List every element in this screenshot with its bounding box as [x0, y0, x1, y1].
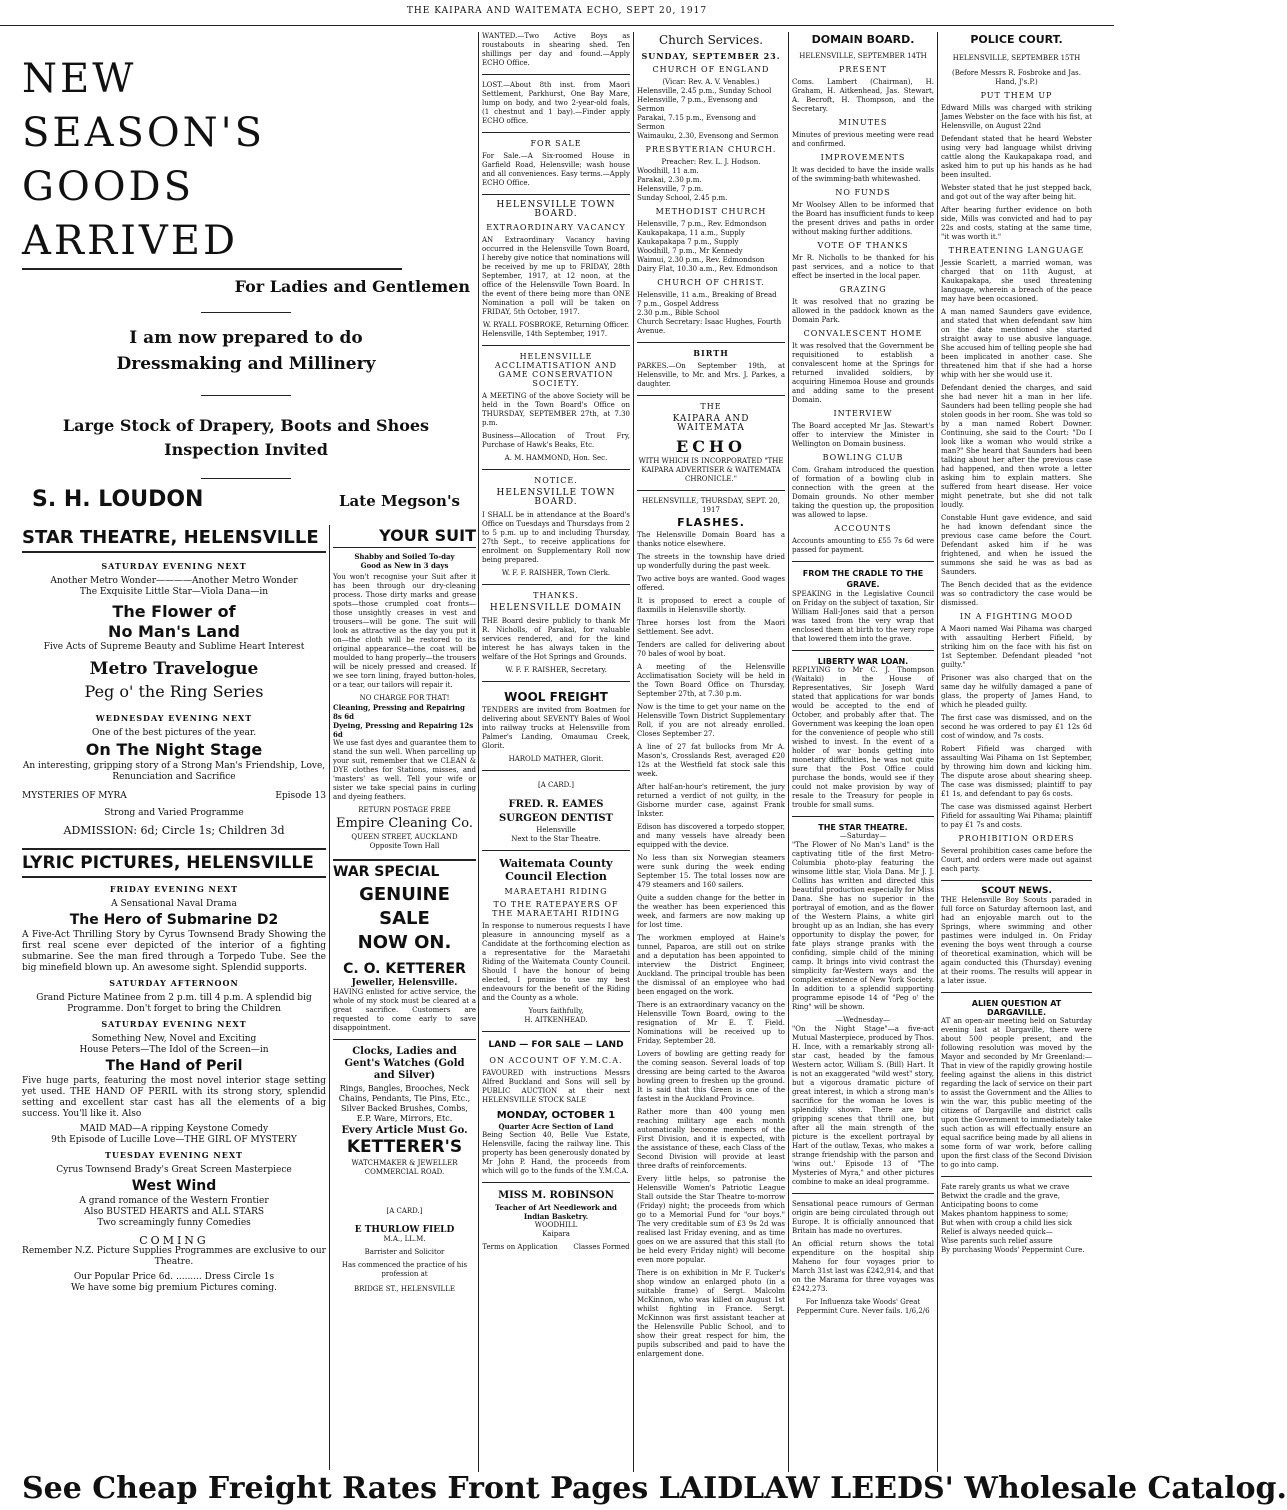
accounts-head: ACCOUNTS: [834, 524, 892, 533]
accl-sig: A. M. HAMMOND, Hon. Sec.: [504, 454, 608, 462]
vote-text: Mr R. Nicholls to be thanked for his past services, and a notice to that effect be inserted in the local paper.: [792, 254, 934, 280]
column-rule: [329, 525, 330, 1470]
flash-5: Three horses lost from the Maori Settlement. See advt.: [637, 619, 785, 636]
star-episode: Episode 13: [275, 791, 326, 801]
lyric-l10: A grand romance of the Western Frontier: [79, 1196, 269, 1206]
forsale-head: FOR SALE: [530, 139, 582, 148]
court-head: POLICE COURT.: [970, 33, 1063, 46]
vote-head: VOTE OF THANKS: [817, 241, 909, 250]
court-p9: The Bench decided that as the evidence was so contradictory the case would be dismissed.: [941, 581, 1092, 607]
flash-18: Every little helps, so patronise the Helensville Women's Patriotic League Stall outside the Star Theatre to-morrow (Friday) night; the proceeds from which go to a Memorial Fund for "our boys." The very creditable sum of £3 9s 2d was realised last Friday evening, and as time goes on we are assured that this stall (to be held every Friday night) will become even more popular.: [637, 1175, 785, 1264]
ads-column: [333, 525, 476, 1470]
grazing-head: GRAZING: [839, 285, 887, 294]
star-review-1: "The Flower of No Man's Land" is the captivating title of the first Metro-Columbia photo-play featuring the winsome little star, Viola Dana. Mr J. J. Collins has written and directed this beautiful production especially for Miss Dana. She has no superior in the portrayal of emotion, and as the flower of the Western Plains, a white girl brought up as an Indian, she has every opportunity to display the power, for fate plays strange pranks with the confiding, simple child of the mining camp. It brings into vivid contrast the simplicity far-Western ways and the complex existence of New York Society. In addition to a splendid supporting programme episode 14 of "Peg o' the Ring" will be shown.: [792, 841, 934, 1011]
lyric-l12: Two screamingly funny Comedies: [97, 1218, 251, 1228]
star-l3: Five Acts of Supreme Beauty and Sublime Heart Interest: [43, 642, 305, 652]
suit-addr2: Opposite Town Hall: [369, 842, 440, 850]
divider: [792, 561, 934, 562]
lyric-l3: Grand Picture Matinee from 2 p.m. till 4 p.m. A splendid big Programme. Don't forget to bring the Children: [36, 993, 312, 1014]
town-head2: EXTRAORDINARY VACANCY: [486, 223, 626, 232]
notice-body: I SHALL be in attendance at the Board's Office on Tuesdays and Thursdays from 2 to 5 p.m. up to and including Thursday, 27th Sept., to receive applications for enrolment on Supplementary Roll now being prepared.: [482, 511, 630, 564]
eames-card: [A CARD.]: [537, 781, 574, 789]
lyric-feature-2: The Hand of Peril: [105, 1058, 243, 1074]
lyric-feature-1: The Hero of Submarine D2: [69, 912, 279, 928]
eames-next: Next to the Star Theatre.: [511, 835, 601, 843]
improvements-text: It was decided to have the inside walls of the swimming-bath whitewashed.: [792, 166, 934, 183]
birth-notice: PARKES.—On September 19th, at Helensville, to Mr. and Mrs. J. Parkes, a daughter.: [637, 362, 785, 388]
lyric-l8: 9th Episode of Lucille Love—THE GIRL OF MYSTERY: [51, 1135, 297, 1145]
dressmaking-line: Dressmaking and Millinery: [116, 354, 376, 374]
robinson-kaipara: Kaipara: [542, 1230, 570, 1238]
ketterer-sub: Jeweller, Helensville.: [351, 978, 458, 988]
court-column: [941, 32, 1092, 1472]
drapery-line: Large Stock of Drapery, Boots and Shoes: [62, 416, 430, 435]
scout-text: THE Helensville Boy Scouts paraded in full force on Saturday afternoon last, and had an enjoyable march out to the Springs, where swimming and other pastimes were indulged in. On Friday evening the boys went through a course of theoretical examination, which will be again conducted this (Thursday) evening at their rooms. The results will appear in a later issue.: [941, 896, 1092, 985]
interview-head: INTERVIEW: [833, 409, 893, 418]
thanks-sig: W. F. F. RAISHER, Secretary.: [505, 666, 607, 674]
lyric-l6: Five huge parts, featuring the most novel interior stage setting yet used. THE HAND OF PERIL with its strong story, splendid setting and excellent star cast has all the elements of a big success. You'll like it. Also: [22, 1076, 326, 1119]
lyric-l2: A Five-Act Thrilling Story by Cyrus Townsend Brady Showing the first real scene ever depicted of the interior of a fighting submarine. See the man fired through a Torpedo Tube. See the big minefield blown up. An awesome sight. Splendid supports.: [22, 930, 326, 973]
flash-16: Lovers of bowling are getting ready for the coming season. Several loads of top dressing are being carted to the Awaroa bowling green to freshen up the ground. It is said that this Green is one of the fastest in the Auckland Province.: [637, 1050, 785, 1103]
fight-head: IN A FIGHTING MOOD: [959, 612, 1074, 621]
star-review-2: "On the Night Stage"—a five-act Mutual Masterpiece, produced by Thos. H. Ince, with a remarkably strong all-star cast, headed by the famous Western actor, William S. (Bill) Hart. It is not an exaggerated "wild west" story, but a vigorous dramatic picture of great interest, in which a strong man's sacrifice for the woman he loves is splendidly shown. There are big gripping scenes that thrill one, but after all the main strength of the picture is the excellent portrayal by Hart of the outlaw, Texas, who makes a strange friendship with the parson and 'wins out.' Episode 13 of "The Mysteries of Myra," and other pictures combine to make an ideal programme.: [792, 1025, 934, 1186]
church-head: Church Services.: [658, 33, 764, 47]
court-p11: Prisoner was also charged that on the same day he wilfully damaged a pane of glass, the property of James Hand, to which he pleaded guilty.: [941, 674, 1092, 709]
divider: [482, 1182, 630, 1183]
town-head1: HELENSVILLE TOWN BOARD.: [496, 200, 616, 219]
bowling-text: Com. Graham introduced the question of formation of a bowling club in connection with the green at the Domain grounds. No other member taking the question up, the proposition was allowed to lapse.: [792, 466, 934, 519]
robinson-terms: Terms on Application Classes Formed: [482, 1243, 630, 1251]
star-theatre-title: STAR THEATRE, HELENSVILLE: [22, 525, 326, 553]
divider: [637, 490, 785, 491]
notice-head: NOTICE.: [534, 476, 578, 485]
court-p8: Constable Hunt gave evidence, and said he had known defendant since the previous case came before the Court. Defendant asked him if he was frightened, and when he issued the summons she said he was as bad as Saunders.: [941, 514, 1092, 576]
putup-head: PUT THEM UP: [980, 91, 1053, 100]
land-body2: Being Section 40, Belle Vue Estate, Helensville, facing the railway line. This property has been generously donated by Mr John P. Hand, the proceeds from which will go to the funds of the Y.M.C.A.: [482, 1131, 630, 1175]
alien-head: ALIEN QUESTION AT DARGAVILLE.: [971, 999, 1062, 1017]
divider: [201, 395, 291, 396]
accl-biz: Business—Allocation of Trout Fry, Purchase of Hawk's Beaks, Etc.: [482, 432, 630, 449]
divider: [792, 1193, 934, 1194]
grazing-text: It was resolved that no grazing be allowed in the paddock known as the Domain Park.: [792, 298, 934, 324]
liberty-head: LIBERTY WAR LOAN.: [817, 657, 909, 666]
star-feature-2: On The Night Stage: [85, 740, 263, 759]
thurlow-deg: M.A., LL.M.: [383, 1235, 426, 1243]
coe-head: CHURCH OF ENGLAND: [652, 65, 770, 74]
divider: [482, 770, 630, 771]
flash-15: There is an extraordinary vacancy on the Helensville Town Board, owing to the resignation of Mr E. T. Field. Nominations will be received up to Friday, September 28.: [637, 1001, 785, 1045]
divider: [792, 650, 934, 651]
star-saturday-sub: —Saturday—: [839, 832, 887, 840]
inspection-line: Inspection Invited: [164, 440, 328, 459]
ketterer-name: C. O. KETTERER: [343, 961, 466, 977]
peace-rumours: Sensational peace rumours of German origin are being circulated through out Europe. It is officially announced that Britain has made no overtures.: [792, 1200, 934, 1235]
star-l1: Another Metro Wonder————Another Metro Wonder: [50, 576, 298, 586]
suit-price1: Cleaning, Pressing and Repairing 8s 6d: [333, 703, 465, 721]
theatre-column: [22, 525, 326, 1470]
land-head: LAND — FOR SALE — LAND: [488, 1040, 624, 1050]
proh-head: PROHIBITION ORDERS: [958, 834, 1075, 843]
eames-town: Helensville: [536, 826, 576, 834]
ketterer-clocks: Clocks, Ladies and Gent's Watches (Gold and Silver): [344, 1046, 465, 1081]
court-p7: Defendant denied the charges, and said she had never hit a man in her life. Saunders had been telling people she had stolen goods in her room. She was told so by a man named Robert Downer. Continuing, she said to the Court: "Do I look like a woman who would strike a man?" She heard that Saunders had been talking about her after the previous case had happened, and then wrote a letter asking him to explain matters. She suffered from heart disease. Her voice might penetrate, but she did not talk loudly.: [941, 384, 1092, 509]
court-p6: A man named Saunders gave evidence, and stated that when defendant saw him on the date mentioned she started straight away to use abusive language. She accused him of telling people she had been implicated in another case. She threatened him that if she had a horse whip with her she would use it.: [941, 308, 1092, 379]
minutes-text: Minutes of previous meeting were read and confirmed.: [792, 131, 934, 148]
divider: [482, 74, 630, 75]
column-rule: [937, 32, 938, 1472]
star-travelogue: Metro Travelogue: [89, 659, 259, 679]
lyric-l4: Something New, Novel and Exciting: [91, 1034, 257, 1044]
divider: [637, 342, 785, 343]
thurlow-l1: Has commenced the practice of his profession at: [341, 1261, 468, 1278]
coe-list: Helensville, 2.45 p.m., Sunday School Helensville, 7 p.m., Evensong and Sermon Parakai, 7.15 p.m., Evensong and Sermon Waimauku, 2.30, Evensong and Sermon: [637, 87, 779, 140]
improvements-head: IMPROVEMENTS: [820, 153, 906, 162]
col6-dateline: HELENSVILLE, SEPTEMBER 15TH: [952, 54, 1081, 62]
robinson-name: MISS M. ROBINSON: [498, 1190, 614, 1201]
headline-season: SEASON'S: [22, 110, 266, 156]
court-before: (Before Messrs R. Fosbroke and Jas. Hand, J's.P.): [951, 69, 1082, 86]
suit-sub1: Shabby and Soiled To-day: [354, 552, 455, 561]
flash-12: No less than six Norwegian steamers were sunk during the week ending September 15. The total losses now are 479 steamers and 160 sailers.: [637, 854, 785, 889]
col5-dateline: HELENSVILLE, SEPTEMBER 14TH: [799, 52, 927, 60]
lyric-l9: Cyrus Townsend Brady's Great Screen Masterpiece: [56, 1165, 292, 1175]
wool-sig: HAROLD MATHER, Glorit.: [508, 755, 604, 763]
divider: [482, 132, 630, 133]
land-head2: ON ACCOUNT OF Y.M.C.A.: [489, 1056, 623, 1065]
thanks-head: THANKS.: [533, 591, 579, 600]
pres-preacher: Preacher: Rev. L. J. Hodson.: [661, 158, 761, 166]
masthead-incorp: WITH WHICH IS INCORPORATED "THE KAIPARA ADVERTISER & WAITEMATA CHRONICLE.": [638, 457, 784, 483]
ketterer-body: HAVING enlisted for active service, the whole of my stock must be cleared at a great sacrifice. Customers are requested to come early to save disappointment.: [333, 988, 476, 1032]
court-p2: Defendant stated that he heard Webster using very bad language whilst driving cattle along the Kaukapakapa road, and asked him to put up his hands as he had been insulted.: [941, 135, 1092, 179]
lyric-tuesday: TUESDAY EVENING NEXT: [104, 1150, 243, 1160]
land-body: FAVOURED with instructions Messrs Alfred Buckland and Sons will sell by PUBLIC AUCTION at their next HELENSVILLE STOCK SALE: [482, 1069, 630, 1104]
war-special: WAR SPECIAL: [333, 859, 476, 883]
thurlow-addr: BRIDGE ST., HELENSVILLE: [354, 1285, 455, 1293]
flash-9: A line of 27 fat bullocks from Mr A. Mason's, Crosslands Rest, averaged £20 12s at the Westfield fat stock sale this week.: [637, 743, 785, 778]
lyric-sat-afternoon: SATURDAY AFTERNOON: [109, 978, 239, 988]
divider: [482, 850, 630, 851]
court-p12: The first case was dismissed, and on the second he was ordered to pay £1 12s 6d cost of window, and 7s costs.: [941, 714, 1092, 740]
headline-goods: GOODS ARRIVED: [22, 160, 402, 270]
court-p5: Jessie Scarlett, a married woman, was charged that on 11th August, at Kaukapakapa, she used threatening language, wherein a breach of the peace may have been occasioned.: [941, 259, 1092, 303]
wool-head: WOOL FREIGHT: [504, 690, 608, 704]
flash-17: Rather more than 400 young men reaching military age each month automatically become members of the First Division, and it is expected, with the assistance of these, each Class of the Second Division will provide at least three drafts of reinforcements.: [637, 1108, 785, 1170]
lyric-title: LYRIC PICTURES, HELENSVILLE: [22, 848, 326, 878]
suit-sub2: Good as New in 3 days: [360, 561, 449, 570]
court-p14: The case was dismissed against Herbert Fifield for assaulting Wai Pihama; plaintiff to pay £1 7s and costs.: [941, 803, 1092, 829]
church-sunday: SUNDAY, SEPTEMBER 23.: [641, 51, 781, 61]
elec-head2: MARAETAHI RIDING: [504, 887, 608, 896]
funds-head: NO FUNDS: [835, 188, 891, 197]
suit-return: RETURN POSTAGE FREE: [358, 806, 451, 814]
lyric-friday: FRIDAY EVENING NEXT: [109, 884, 239, 894]
lyric-coming: COMING: [139, 1234, 209, 1247]
lyric-l11: Also BUSTED HEARTS and ALL STARS: [83, 1207, 265, 1217]
flash-13: Quite a sudden change for the better in the weather has been experienced this week, and farmers are now making up for lost time.: [637, 894, 785, 929]
interview-text: The Board accepted Mr Jas. Stewart's offer to interview the Minister in Wellington on Domain business.: [792, 422, 934, 448]
star-feature-1a: The Flower of: [112, 602, 236, 621]
lyric-l13: Remember N.Z. Picture Supplies Programmes are exclusive to our Theatre.: [22, 1246, 326, 1267]
court-p1: Edward Mills was charged with striking James Webster on the face with his fist, at Helensville, on August 22nd: [941, 104, 1092, 130]
notices-column: [482, 32, 630, 1472]
elec-sig1: Yours faithfully,: [528, 1007, 584, 1015]
star-wednesday: WEDNESDAY EVENING NEXT: [95, 713, 253, 723]
accl-head: HELENSVILLE ACCLIMATISATION AND GAME CONSERVATION SOCIETY.: [494, 352, 618, 388]
lyric-l7: MAID MAD—A ripping Keystone Comedy: [79, 1124, 269, 1134]
star-prog: Strong and Varied Programme: [104, 808, 244, 818]
present-head: PRESENT: [839, 65, 887, 74]
eames-title: SURGEON DENTIST: [499, 813, 613, 824]
thanks-body: THE Board desire publicly to thank Mr R. Nicholls, of Parakai, for valuable services rendered, and for the kind interest he has always taken in the welfare of the Hot Springs and Grounds.: [482, 617, 630, 661]
now-on: NOW ON.: [357, 932, 452, 953]
suit-addr1: QUEEN STREET, AUCKLAND: [351, 833, 458, 841]
divider: [201, 312, 291, 313]
star-peg: Peg o' the Ring Series: [84, 682, 264, 701]
scout-head: SCOUT NEWS.: [981, 886, 1052, 896]
town-date: Helensville, 14th September, 1917.: [482, 330, 608, 338]
lyric-feature-3: West Wind: [131, 1178, 217, 1194]
flash-4: It is proposed to erect a couple of flaxmills in Helensville shortly.: [637, 597, 785, 614]
meth-list: Helensville, 7 p.m., Rev. Edmondson Kaukapakapa, 11 a.m., Supply Kaukapakapa 7 p.m., Supply Woodhill, 7 p.m., Mr Kennedy Waimui, 2.30 p.m., Rev. Edmondson Dairy Flat, 10.30 a.m., Rev. Edmondson: [637, 220, 778, 273]
influenza-ad: For Influenza take Woods' Great Peppermint Cure. Never fails. 1/6,2/6: [796, 1298, 930, 1315]
divider: [201, 478, 291, 479]
present-text: Coms. Lambert (Chairman), H. Graham, H. Aitkenhead, Jas. Stewart, A. Becroft, H. Thompson, and the Secretary.: [792, 78, 934, 113]
column-rule: [478, 32, 479, 1472]
masthead-echo: ECHO: [676, 437, 746, 456]
divider: [482, 1031, 630, 1032]
suit-body2: We use fast dyes and guarantee them to stand the sun well. When parcelling up your suit, remember that we CLEAN & DYE clothes for Stations, misses, and 'masters' as well. Tell your wife or sister we take special pains in curling and dyeing feathers.: [333, 739, 476, 801]
footer-banner: See Cheap Freight Rates Front Pages LAIDLAW LEEDS' Wholesale Catalog.: [22, 1471, 1287, 1506]
flash-19: There is on exhibition in Mr F. Tucker's shop window an enlarged photo (in a suitable frame) of Sergt. Malcolm McKinnon, who was killed on August 1st whilst fighting in France. Sergt. McKinnon was first assistant teacher at the Helensville Public School, and to show their great respect for him, the pupils subscribed and paid to have the enlargement done.: [637, 1269, 785, 1358]
minutes-head: MINUTES: [838, 118, 888, 127]
flash-1: The Helensville Domain Board has a thanks notice elsewhere.: [637, 531, 785, 548]
flash-7: A meeting of the Helensville Acclimatisation Society will be held in the Town Board Office on Thursday, September 27th, at 7.30 p.m.: [637, 663, 785, 698]
column-rule: [788, 32, 789, 1472]
ketterer-road: COMMERCIAL ROAD.: [364, 1168, 445, 1176]
pres-list: Woodhill, 11 a.m. Parakai, 2.30 p.m. Helensville, 7 p.m. Sunday School, 2.45 p.m.: [637, 167, 728, 202]
threat-head: THREATENING LANGUAGE: [948, 246, 1085, 255]
christ-list: Helensville, 11 a.m., Breaking of Bread 7 p.m., Gospel Address 2.30 p.m., Bible School Church Secretary: Isaac Hughes, Fourth Avenue.: [637, 291, 782, 335]
ketterer-items: Rings, Bangles, Brooches, Neck Chains, Pendants, Tie Pins, Etc., Silver Backed Brushes, Combs, E.P. Ware, Mirrors, Etc.: [338, 1084, 471, 1123]
flash-6: Tenders are called for delivering about 70 bales of wool by boat.: [637, 641, 785, 658]
ketterer-shop: KETTERER'S: [346, 1137, 463, 1157]
town-sig: W. RYALL FOSBROKE, Returning Officer.: [482, 321, 630, 329]
star-wednesday-sub: —Wednesday—: [835, 1016, 891, 1024]
star-saturday: SATURDAY EVENING NEXT: [101, 561, 247, 571]
lyric-l15: We have some big premium Pictures coming.: [71, 1283, 277, 1293]
forsale-ad: For Sale.—A Six-roomed House in Garfield Road, Helensville; wash house and all conveniences. Easy terms.—Apply ECHO Office.: [482, 152, 630, 187]
court-p15: Several prohibition cases came before the Court, and orders were made out against each party.: [941, 847, 1092, 873]
coe-vicar: (Vicar: Rev. A. V. Venables.): [662, 78, 760, 86]
pres-head: PRESBYTERIAN CHURCH.: [645, 145, 777, 154]
flash-11: Edison has discovered a torpedo stopper, and many vessels have already been equipped with the device.: [637, 823, 785, 849]
flash-2: The streets in the township have dried up wonderfully during the past week.: [637, 553, 785, 570]
elec-head3: TO THE RATEPAYERS OF THE MARAETAHI RIDING: [492, 900, 620, 918]
funds-text: Mr Woolsey Allen to be informed that the Board has insufficient funds to keep the present drives and paths in order without making further additions.: [792, 201, 934, 236]
startheatre-head: THE STAR THEATRE.: [818, 823, 908, 832]
cradle-text: SPEAKING in the Legislative Council on Friday on the subject of taxation, Sir William Hall-Jones said that a person was taxed from the very wrap that enclosed them at birth to the very rope that lowered them into the grave.: [792, 590, 934, 643]
flashes-head: FLASHES.: [677, 516, 745, 529]
elec-body: In response to numerous requests I have pleasure in announcing myself as a Candidate at the forthcoming election as a representative for the Maraetahi Riding of the Waitemata County Council. Should I have the honour of being elected, I promise to use my best endeavours for the benefit of the Riding and the County as a whole.: [482, 922, 630, 1002]
masthead-kaipara: KAIPARA AND WAITEMATA: [672, 414, 750, 433]
ladies-gents: For Ladies and Gentlemen: [234, 277, 470, 296]
notice-sig: W. F. F. RAISHER, Town Clerk.: [501, 569, 611, 577]
star-l4: One of the best pictures of the year.: [91, 728, 257, 738]
cradle-head: FROM THE CRADLE TO THE GRAVE.: [802, 569, 924, 589]
suit-body: You won't recognise your Suit after it has been through our dry-cleaning process. Those dirty marks and grease spots—those crumpled coat fronts—those unsightly creases in vest and trousers—will be gone. The suit will look as attractive as the day you put it on—the cloth will be restored to its original appearance—the coat will be moulded to hang properly—the trousers will be nicely pressed and creased. If we see torn lining, frayed button-holes, or a tear, our tailors will repair it.: [333, 573, 476, 689]
flash-8: Now is the time to get your name on the Helensville Town District Supplementary Roll, if you are not already enrolled. Closes September 27.: [637, 703, 785, 738]
empire-cleaning: Empire Cleaning Co.: [336, 816, 473, 831]
town-body: AN Extraordinary Vacancy having occurred in the Helensville Town Board, I hereby give notice that nominations will be received by me up to FRIDAY, 28th September, 1917, at 12 noon, at the office of the Helensville Town Board. In the event of there being more than ONE Nomination a poll will be taken on FRIDAY, 5th October, 1917.: [482, 236, 631, 316]
divider: [482, 345, 630, 346]
masthead-the: THE: [700, 402, 722, 411]
wool-body: TENDERS are invited from Boatmen for delivering about SEVENTY Bales of Wool into railway trucks at Helensville from Palmer's Landing, Omaumau Creek, Glorit.: [482, 706, 630, 750]
divider: [482, 194, 630, 195]
ketterer-watchmaker: WATCHMAKER & JEWELLER: [351, 1159, 458, 1167]
genuine-sale: GENUINE SALE: [359, 884, 450, 929]
divider: [792, 816, 934, 817]
your-suit-title: YOUR SUIT: [333, 525, 476, 548]
land-quarter: Quarter Acre Section of Land: [498, 1122, 614, 1131]
suit-nocharge: NO CHARGE FOR THAT!: [359, 694, 450, 702]
star-l5: An interesting, gripping story of a Strong Man's Friendship, Love, Renunciation and Sacrifice: [22, 761, 326, 782]
lyric-l14: Our Popular Price 6d. ......... Dress Circle 1s: [73, 1272, 275, 1282]
domain-column: [792, 32, 934, 1472]
divider: [482, 681, 630, 682]
headline-new: NEW: [22, 56, 137, 102]
court-p3: Webster stated that he just stepped back, and got out of the way after being hit.: [941, 184, 1092, 201]
christ-head: CHURCH OF CHRIST.: [657, 278, 765, 287]
divider: [482, 584, 630, 585]
divider: [333, 1039, 476, 1040]
thurlow-card: [A CARD.]: [386, 1207, 423, 1215]
star-l2: The Exquisite Little Star—Viola Dana—in: [79, 587, 269, 597]
star-feature-1b: No Man's Land: [108, 622, 240, 641]
flash-3: Two active boys are wanted. Good wages offered.: [637, 575, 785, 592]
thanks-head2: HELENSVILLE DOMAIN: [489, 603, 623, 613]
ketterer-every: Every Article Must Go.: [341, 1125, 468, 1136]
liberty-text: REPLYING to Mr C. J. Thompson (Waitaki) in the House of Representatives, Sir Joseph Ward stated that applications for war bonds would be accepted to the end of October, and probably after that. The Government was keeping the loan open for the convenience of people who still wished to invest. In the event of a holder of war bonds getting into monetary difficulties, he was not quite sure that the Post Office could purchase the bonds, would see if they could not make provision by way of resale to the Treasury for people in trouble for small sums.: [792, 666, 934, 809]
accounts-text: Accounts amounting to £55 7s 6d were passed for payment.: [792, 537, 934, 554]
bowling-head: BOWLING CLUB: [822, 453, 904, 462]
accl-body: A MEETING of the above Society will be held in the Town Board's Office on THURSDAY, SEPTEMBER 27th, at 7.30 p.m.: [482, 392, 630, 427]
suit-price2: Dyeing, Pressing and Repairing 12s 6d: [333, 721, 474, 739]
wanted-ad: WANTED.—Two Active Boys as roustabouts in shearing shed. Ten shillings per day and found.—Apply ECHO Office.: [482, 32, 630, 67]
robinson-town: WOODHILL: [534, 1221, 578, 1229]
divider: [482, 469, 630, 470]
church-flashes-column: [637, 32, 785, 1472]
robinson-role: Teacher of Art Needlework and Indian Basketry.: [495, 1203, 617, 1221]
thurlow-role: Barrister and Solicitor: [364, 1248, 445, 1256]
alien-text: AT an open-air meeting held on Saturday evening last at Dargaville, there were about 500 people present, and the following resolution was moved by the Mayor and seconded by Mr Greenland:—That in view of the rapidly growing hostile feeling against the aliens in this district regarding the lack of service on their part to assist the Government and the Allies to win the war, this public meeting of the citizens of Dargaville and district calls upon the Government to immediately take such action as will effectually ensure an equal sacrifice being made by all aliens in some form of war work, before calling upon the first class of the Second Division to go into camp.: [941, 1017, 1093, 1169]
domain-head: DOMAIN BOARD.: [811, 33, 915, 46]
lyric-l1: A Sensational Naval Drama: [111, 899, 237, 909]
divider: [941, 992, 1092, 993]
eames-name: FRED. R. EAMES: [508, 799, 604, 810]
elec-head1: Waitemata County Council Election: [499, 857, 613, 883]
column-rule: [633, 32, 634, 1472]
lyric-l5: House Peters—The Idol of the Screen—in: [79, 1045, 269, 1055]
lyric-sat-evening: SATURDAY EVENING NEXT: [101, 1019, 247, 1029]
court-p4: After hearing further evidence on both side, Mills was convicted and had to pay 22s and costs, stating at the same time, "it was worth it.": [941, 206, 1092, 241]
star-admission: ADMISSION: 6d; Circle 1s; Children 3d: [63, 824, 285, 837]
hospital-ship: An official return shows the total expenditure on the hospital ship Maheno for four voyages prior to March 31st last was £242,914, and that on the Marama for three voyages was £242,273.: [792, 1240, 934, 1293]
prepared-line: I am now prepared to do: [129, 328, 363, 348]
court-p13: Robert Fifield was charged with assaulting Wai Pihama on 1st September, by throwing him down and kicking him. The dispute arose about shearing sheep. The case was dismissed; plaintiff to pay £1 1s, and defendant to pay 6s costs.: [941, 745, 1092, 798]
loudon-ad: [22, 32, 470, 522]
land-date: MONDAY, OCTOBER 1: [496, 1110, 616, 1121]
elec-sig2: H. AITKENHEAD.: [524, 1016, 588, 1024]
divider: [941, 1176, 1092, 1177]
late-megsons: Late Megson's: [339, 492, 460, 510]
birth-head: BIRTH: [693, 348, 729, 358]
meth-head: METHODIST CHURCH: [655, 207, 767, 216]
col4-dateline: HELENSVILLE, THURSDAY, SEPT. 20, 1917: [642, 497, 780, 514]
masthead-line: THE KAIPARA AND WAITEMATA ECHO, SEPT 20, 1917: [0, 0, 1114, 26]
conv-text: It was resolved that the Government be requisitioned to establish a convalescent home at the Springs for returned invalided soldiers, by acquiring Hinemoa House and grounds and adding same to the present Domain.: [792, 342, 934, 404]
flash-10: After half-an-hour's retirement, the jury returned a verdict of not guilty, in the Gisborne murder case, against Frank Inkster.: [637, 783, 785, 818]
star-myra: MYSTERIES OF MYRA: [22, 791, 127, 801]
flash-14: The workmen employed at Haine's tunnel, Paparoa, are still out on strike and a deputation has been appointed to interview the District Engineer, Auckland. The principal trouble has been the dismissal of an employee who had been engaged on the work.: [637, 934, 785, 996]
lost-ad: LOST.—About 8th inst. from Maori Settlement, Parkhurst, One Bay Mare, lump on body, and two 2-year-old foals, (1 chestnut and 1 bay).—Finder apply ECHO office.: [482, 81, 630, 125]
court-p10: A Maori named Wai Pihama was charged with assaulting Herbert Fifield, by striking him on the face with his fist on 1st September. Defendant pleaded "not guilty.": [941, 625, 1092, 669]
peppermint-verse: Fate rarely grants us what we crave Betwixt the cradle and the grave, Anticipating boons to come Makes phantom happiness to some; But when with croup a child lies sick Relief is always needed quick— Wise parents such relief assure By purchasing Woods' Peppermint Cure.: [941, 1183, 1085, 1254]
divider: [637, 395, 785, 396]
conv-head: CONVALESCENT HOME: [803, 329, 923, 338]
notice-head2: HELENSVILLE TOWN BOARD.: [496, 488, 616, 507]
thurlow-name: E THURLOW FIELD: [354, 1225, 455, 1235]
loudon-name: S. H. LOUDON: [32, 487, 204, 512]
divider: [941, 880, 1092, 881]
